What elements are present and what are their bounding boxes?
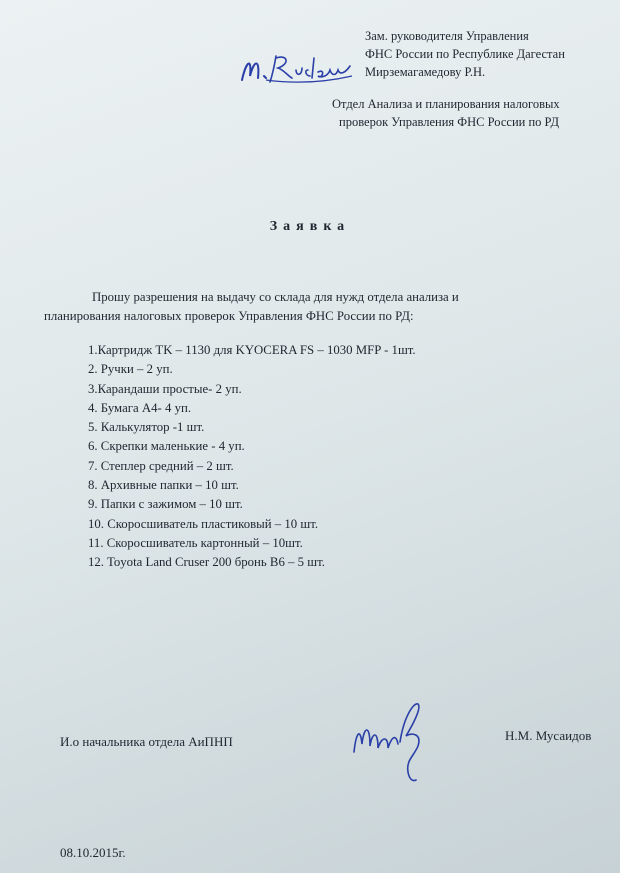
addressee-block: [365, 27, 565, 81]
list-item: 3.Карандаши простые- 2 уп.: [88, 381, 242, 396]
intro-line-2: планирования налоговых проверок Управления ФНС России по РД:: [44, 309, 414, 323]
addressee-line-1: Зам. руководителя Управления: [365, 29, 529, 43]
list-item: 9. Папки с зажимом – 10 шт.: [88, 497, 243, 512]
signer-title: И.о начальника отдела АиПНП: [60, 734, 233, 749]
requested-items-list: [88, 341, 416, 573]
list-item: 6. Скрепки маленькие - 4 уп.: [88, 439, 245, 454]
list-item: 4. Бумага А4- 4 уп.: [88, 400, 192, 415]
resolution-signature: [236, 50, 358, 90]
list-item: 12. Toyota Land Cruser 200 бронь B6 – 5 шт.: [88, 555, 325, 570]
document-title: Заявка: [269, 219, 351, 234]
intro-line-1: Прошу разрешения на выдачу со склада для нужд отдела анализа и: [92, 290, 459, 304]
sender-department-block: [332, 95, 560, 131]
list-item: 5. Калькулятор -1 шт.: [88, 420, 205, 435]
sender-line-1: Отдел Анализа и планирования налоговых: [332, 97, 560, 111]
list-item: 7. Степлер средний – 2 шт.: [88, 458, 234, 473]
list-item: 11. Скоросшиватель картонный – 10шт.: [88, 535, 303, 550]
list-item: 10. Скоросшиватель пластиковый – 10 шт.: [88, 516, 319, 531]
request-intro: [44, 288, 459, 326]
document-date: 08.10.2015г.: [60, 845, 126, 860]
signer-signature: [348, 696, 428, 784]
list-item: 8. Архивные папки – 10 шт.: [88, 478, 239, 493]
signer-name: Н.М. Мусаидов: [505, 728, 592, 743]
sender-line-2: проверок Управления ФНС России по РД: [339, 115, 560, 129]
addressee-line-3: Мирземагамедову Р.Н.: [365, 65, 486, 79]
list-item: 2. Ручки – 2 уп.: [88, 362, 173, 377]
list-item: 1.Картридж TK – 1130 для KYOCERA FS – 1030 MFP - 1шт.: [88, 343, 416, 357]
addressee-line-2: ФНС России по Республике Дагестан: [365, 47, 565, 61]
